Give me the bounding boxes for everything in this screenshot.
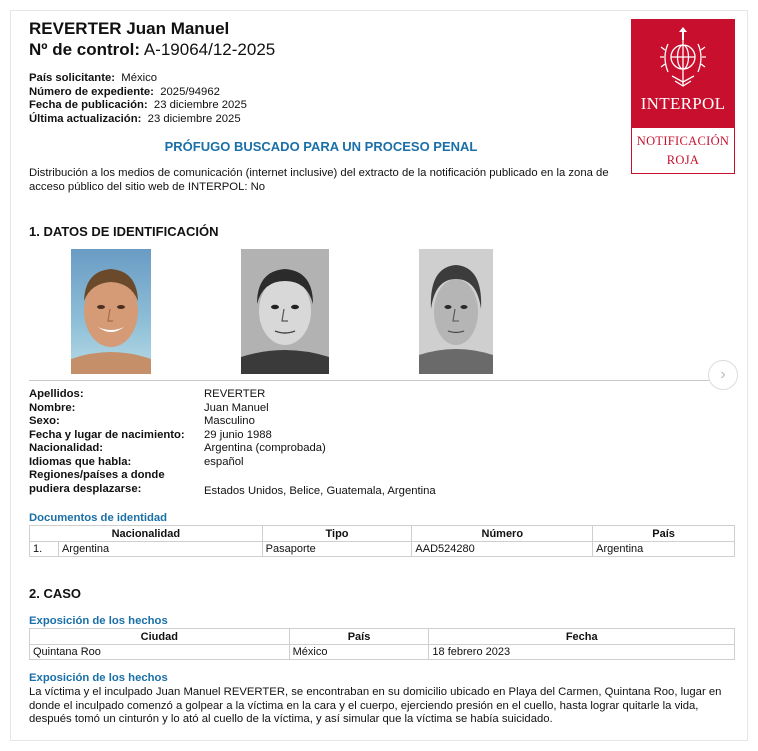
table-row [30,542,735,557]
meta-label: Número de expediente: [29,85,154,98]
meta-label: País solicitante: [29,72,116,84]
table-header-row [30,629,735,645]
cell-pais: Argentina [593,542,735,557]
chevron-right-icon: › [720,366,726,383]
cell-nacionalidad: Argentina [58,542,262,557]
cell-ciudad: Quintana Roo [30,645,290,660]
notice-page [10,10,748,741]
cell-numero: AAD524280 [412,542,593,557]
meta-row [29,72,247,86]
detail-label: Regiones/países a donde pudiera desplazarse: [29,469,165,495]
column-header: Ciudad [30,629,290,645]
facts-heading: Exposición de los hechos [29,672,168,684]
next-photo-button[interactable] [708,360,738,390]
column-header: Nacionalidad [30,526,263,542]
subject-photo-2[interactable] [241,249,329,374]
cell-tipo: Pasaporte [262,542,412,557]
case-table [29,628,735,660]
detail-value: Masculino [204,415,255,427]
badge-subtitle [632,132,734,170]
column-header: Número [412,526,593,542]
control-value: A-19064/12-2025 [143,40,276,59]
badge-org: INTERPOL [640,94,726,113]
column-header: País [289,629,429,645]
meta-value: 2025/94962 [160,85,220,98]
cell-pais: México [289,645,429,660]
meta-label: Fecha de publicación: [29,99,148,111]
detail-value: Estados Unidos, Belice, Guatemala, Argentina [204,485,436,497]
case-table-heading: Exposición de los hechos [29,615,168,627]
cell-fecha: 18 febrero 2023 [429,645,735,660]
badge-line: NOTIFICACIÓN [636,134,730,148]
control-number [29,40,275,60]
badge-line: ROJA [666,153,700,167]
column-header: País [593,526,735,542]
subject-photo-1[interactable] [71,249,151,374]
notice-meta [29,72,247,126]
detail-value: 29 junio 1988 [204,428,272,441]
table-header-row [30,526,735,542]
control-label: Nº de control: [29,40,141,59]
detail-value: REVERTER [204,388,266,400]
detail-label: Nombre: [29,401,76,414]
facts-text: La víctima y el inculpado Juan Manuel REVERTER, se encontraban en su domicilio ubicado en Playa del Carmen, Quintana Roo, lugar en donde el inculpado comenzó a golpear a la víctima en la cara y el cuerpo, ejerciendo presión en el cuello, hasta lograr quitarle la vida, después tomó un cinturón y lo ató al cuello de la víctima, y así simular que la víctima se había suicidado. [29,686,722,725]
documents-heading: Documentos de identidad [29,512,168,524]
detail-label: Apellidos: [29,388,84,400]
row-index: 1. [30,542,59,557]
section-identification-heading: 1. DATOS DE IDENTIFICACIÓN [29,224,219,239]
interpol-emblem-icon [658,26,708,92]
notice-title: PRÓFUGO BUSCADO PARA UN PROCESO PENAL [164,139,478,154]
section-case-heading: 2. CASO [29,586,82,601]
meta-value: 23 diciembre 2025 [147,112,241,125]
documents-table [29,525,735,557]
meta-value: 23 diciembre 2025 [153,99,247,111]
meta-row [29,113,247,127]
photo-divider [29,380,721,381]
detail-value: español [204,455,244,468]
detail-value: Juan Manuel [204,401,269,414]
red-notice-badge [631,19,735,174]
meta-label: Última actualización: [29,112,142,125]
detail-label: Nacionalidad: [29,442,104,454]
subject-photo-3[interactable] [419,249,493,374]
detail-value: Argentina (comprobada) [204,442,326,454]
meta-row [29,99,247,113]
distribution-note: Distribución a los medios de comunicación (internet inclusive) del extracto de la notificación publicado en la zona de acceso público del sitio web de INTERPOL: No [29,167,609,193]
detail-label: Sexo: [29,415,60,427]
meta-value: México [121,72,158,84]
column-header: Tipo [262,526,412,542]
subject-name: REVERTER Juan Manuel [29,19,230,38]
column-header: Fecha [429,629,735,645]
table-row [30,645,735,660]
detail-label: Idiomas que habla: [29,455,132,468]
detail-label: Fecha y lugar de nacimiento: [29,428,185,441]
meta-row [29,86,247,100]
